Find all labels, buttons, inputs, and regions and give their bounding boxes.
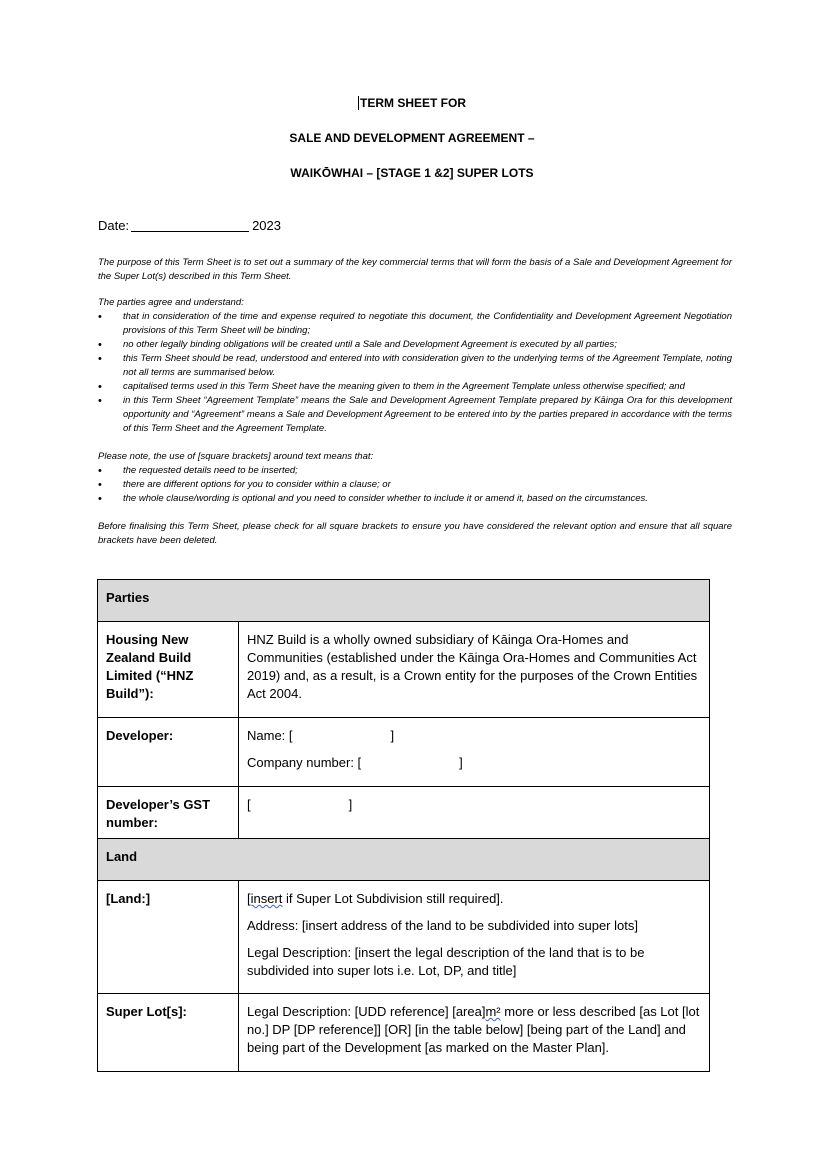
date-label: Date:	[98, 218, 130, 233]
brackets-note-lead: Please note, the use of [square brackets] around text means that:	[98, 451, 374, 462]
parties-header: Parties	[98, 580, 710, 622]
title-line-1: TERM SHEET FOR	[359, 96, 466, 110]
parties-agree-list	[98, 310, 732, 436]
developer-value[interactable]	[239, 718, 710, 787]
title-line-3: WAIKŌWHAI – [STAGE 1 &2] SUPER LOTS	[290, 166, 534, 180]
date-line	[98, 218, 281, 233]
land-label: [Land:]	[98, 881, 239, 994]
list-item: • there are different options for you to consider within a clause; or	[98, 478, 732, 492]
land-insert: [insert if Super Lot Subdivision still required].	[247, 891, 504, 906]
land-legal-description: Legal Description: [insert the legal description of the land that is to be subdivided into super lots i.e. Lot, DP, and title]	[247, 945, 645, 978]
super-lot-value[interactable]: Legal Description: [UDD reference] [area]m² more or less described [as Lot [lot no.] DP [DP reference]] [OR] [in the table below] [being part of the Land] and being part of the Development [as marked on the Master Plan].	[239, 994, 710, 1072]
developer-company-number: Company number: [ ]	[247, 755, 463, 770]
date-year: 2023	[252, 218, 281, 233]
hnz-value[interactable]: HNZ Build is a wholly owned subsidiary of Kāinga Ora-Homes and Communities (established under the Kāinga Ora-Homes and Communities Act 2019) and, as a result, is a Crown entity for the purposes of the Crown Entities Act 2004.	[239, 622, 710, 718]
list-item: • the whole clause/wording is optional and you need to consider whether to include it or amend it, based on the circumstances.	[98, 492, 732, 506]
brackets-note-section	[98, 450, 732, 506]
list-item: • that in consideration of the time and expense required to negotiate this document, the Confidentiality and Development Agreement Negotiation provisions of this Term Sheet will be binding;	[98, 310, 732, 338]
hnz-label: Housing New Zealand Build Limited (“HNZ Build”):	[98, 622, 239, 718]
list-item: • this Term Sheet should be read, understood and entered into with consideration given to the underlying terms of the Agreement Template, noting not all terms are summarised below.	[98, 352, 732, 380]
date-blank[interactable]	[131, 219, 249, 232]
developer-label: Developer:	[98, 718, 239, 787]
list-item: • in this Term Sheet “Agreement Template” means the Sale and Development Agreement Template prepared by Kāinga Ora for this development opportunity and “Agreement” means a Sale and Development Agreement to be entered into by the parties prepared in accordance with the terms of this Term Sheet and the Agreement Template.	[98, 394, 732, 436]
developer-name: Name: [ ]	[247, 728, 395, 743]
title-line-2: SALE AND DEVELOPMENT AGREEMENT –	[289, 131, 535, 145]
term-sheet-table	[97, 579, 710, 1072]
land-address: Address: [insert address of the land to be subdivided into super lots]	[247, 918, 638, 933]
list-item: • the requested details need to be inserted;	[98, 464, 732, 478]
land-header: Land	[98, 839, 710, 881]
parties-agree-section	[98, 296, 732, 436]
gst-value[interactable]: [ ]	[239, 787, 710, 839]
land-value[interactable]	[239, 881, 710, 994]
text-cursor	[358, 96, 359, 110]
list-item: • capitalised terms used in this Term Sheet have the meaning given to them in the Agreement Template unless otherwise specified; and	[98, 380, 732, 394]
purpose-paragraph: The purpose of this Term Sheet is to set out a summary of the key commercial terms that will form the basis of a Sale and Development Agreement for the Super Lot(s) described in this Term Sheet.	[98, 257, 732, 282]
parties-agree-lead: The parties agree and understand:	[98, 297, 244, 308]
list-item: • no other legally binding obligations will be created until a Sale and Development Agreement is executed by all parties;	[98, 338, 732, 352]
brackets-note-list	[98, 464, 732, 506]
gst-label: Developer’s GST number:	[98, 787, 239, 839]
finalising-paragraph: Before finalising this Term Sheet, please check for all square brackets to ensure you have considered the relevant option and ensure that all square brackets have been deleted.	[98, 521, 732, 546]
super-lot-label: Super Lot[s]:	[98, 994, 239, 1072]
